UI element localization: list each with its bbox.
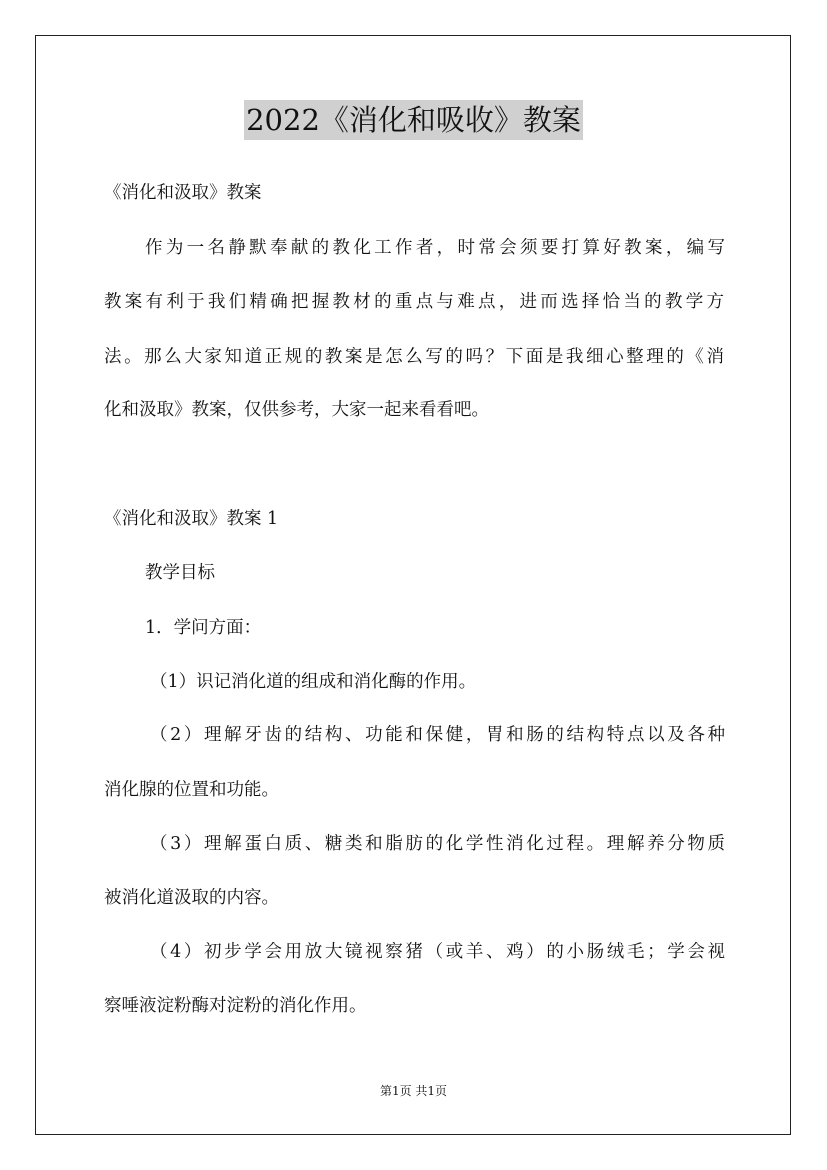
section-heading: 《消化和汲取》教案 1 — [104, 509, 279, 529]
list-item-continued: 被消化道汲取的内容。 — [104, 888, 279, 908]
list-item-continued: 察唾液淀粉酶对淀粉的消化作用。 — [104, 996, 367, 1016]
paragraph-line: 作为一名静默奉献的教化工作者，时常会须要打算好教案，编写 — [145, 238, 725, 258]
document-title: 2022《消化和吸收》教案 — [244, 100, 583, 140]
heading-main: 《消化和汲取》教案 — [104, 183, 262, 203]
subheading: 教学目标 — [145, 563, 215, 583]
list-item: （3）理解蛋白质、糖类和脂肪的化学性消化过程。理解养分物质 — [150, 834, 725, 854]
document-title-wrap — [0, 100, 827, 140]
paragraph-line: 法。那么大家知道正规的教案是怎么写的吗？下面是我细心整理的《消 — [104, 347, 724, 367]
page-footer: 第1页 共1页 — [379, 1084, 448, 1098]
list-item: （2）理解牙齿的结构、功能和保健，胃和肠的结构特点以及各种 — [150, 725, 725, 745]
paragraph-line: 教案有利于我们精确把握教材的重点与难点，进而选择恰当的教学方 — [104, 292, 724, 312]
list-item: （4）初步学会用放大镜视察猪（或羊、鸡）的小肠绒毛；学会视 — [150, 942, 725, 962]
list-item: 1．学问方面： — [145, 618, 262, 638]
list-item: （1）识记消化道的组成和消化酶的作用。 — [150, 672, 477, 692]
list-item-continued: 消化腺的位置和功能。 — [104, 780, 279, 800]
paragraph-line: 化和汲取》教案，仅供参考，大家一起来看看吧。 — [104, 400, 489, 420]
